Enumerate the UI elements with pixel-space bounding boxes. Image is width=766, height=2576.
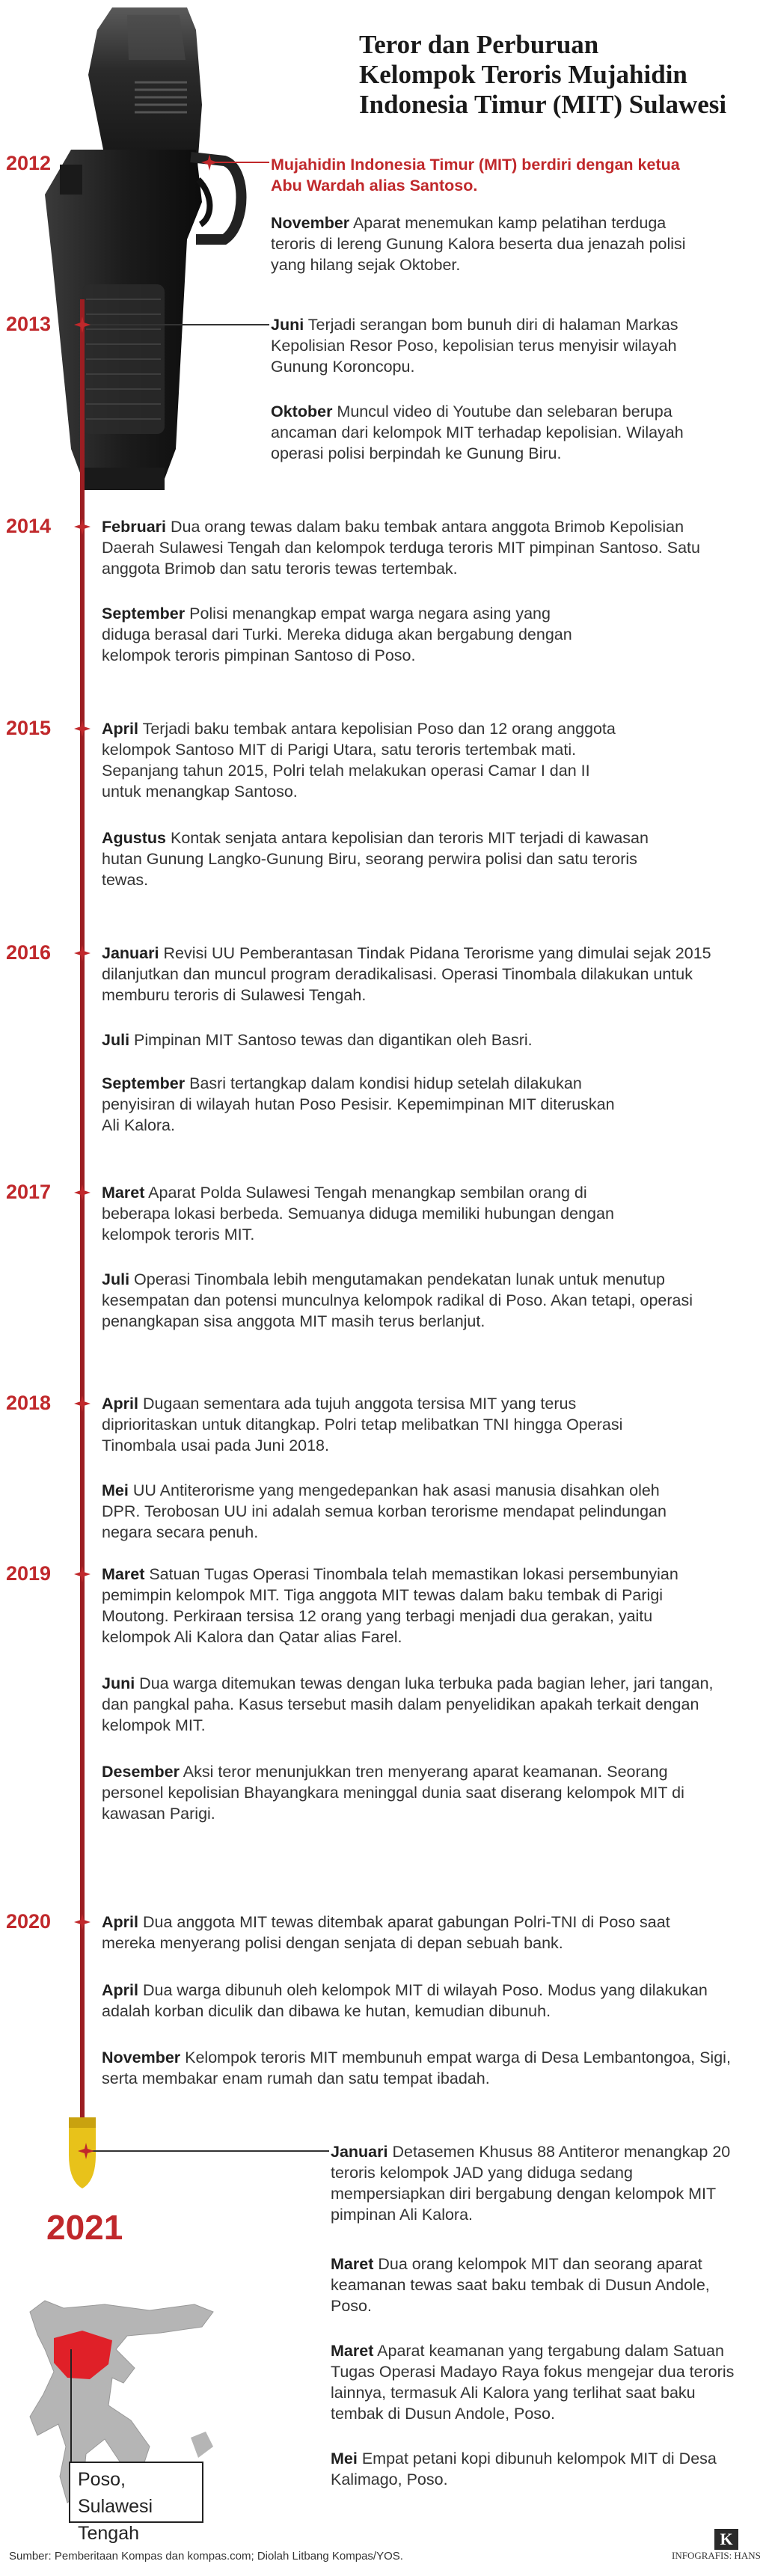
title-line-1: Teror dan Perburuan xyxy=(359,30,599,59)
event-text: Revisi UU Pemberantasan Tindak Pidana Terorisme yang dimulai sejak 2015 dilanjutkan dan muncul program deradikalisasi. Operasi Tinombala dilakukan untuk memburu teroris di Sulawesi Tengah. xyxy=(102,944,711,1004)
event-text: Dua warga dibunuh oleh kelompok MIT di wilayah Poso. Modus yang dilakukan adalah korban diculik dan dibawa ke hutan, kemudian dibunuh. xyxy=(102,1981,708,2020)
event-month: Maret xyxy=(331,2255,374,2273)
map-label-province: Sulawesi Tengah xyxy=(78,2496,153,2544)
event-month: Juli xyxy=(102,1270,130,1288)
year-2014: 2014 xyxy=(6,515,52,537)
year-2019: 2019 xyxy=(6,1562,52,1585)
event-text: Detasemen Khusus 88 Antiteror menangkap 20 teroris kelompok JAD yang diduga sedang mempersiapkan diri bergabung dengan kelompok MIT pimpinan Ali Kalora. xyxy=(331,2143,731,2224)
star-marker-icon xyxy=(74,1566,91,1582)
event-text: Aparat Polda Sulawesi Tengah menangkap sembilan orang di beberapa lokasi berbeda. Semuanya diduga memiliki hubungan dengan kelompok teroris MIT. xyxy=(102,1184,614,1243)
star-marker-icon xyxy=(74,721,91,737)
event-2018-mei xyxy=(102,1480,693,1543)
event-2020-april-1 xyxy=(102,1912,723,1954)
year-2012: 2012 xyxy=(6,152,52,174)
event-month: Maret xyxy=(102,1565,145,1583)
star-marker-icon xyxy=(74,1914,91,1930)
event-2013-juni xyxy=(271,314,705,377)
event-2021-maret-2 xyxy=(331,2340,750,2424)
event-text: UU Antiterorisme yang mengedepankan hak asasi manusia disahkan oleh DPR. Terobosan UU ini adalah semua korban terorisme mendapat pelindungan negara secara penuh. xyxy=(102,1481,667,1541)
event-2021-januari xyxy=(331,2141,750,2225)
star-marker-icon xyxy=(201,154,218,171)
event-month: Maret xyxy=(102,1184,145,1202)
event-text: Basri tertangkap dalam kondisi hidup setelah dilakukan penyisiran di wilayah hutan Poso Pesisir. Kepemimpinan MIT diteruskan Ali Kalora. xyxy=(102,1074,615,1134)
event-2019-juni xyxy=(102,1673,715,1736)
event-2016-juli xyxy=(102,1030,738,1050)
event-text: Satuan Tugas Operasi Tinombala telah memastikan lokasi persembunyian pemimpin kelompok MIT. Tiga anggota MIT tewas dalam baku tembak di Parigi Moutong. Perkiraan tersisa 12 orang yang terbagi menjadi dua gerakan, yaitu kelompok Ali Kalora dan Qatar alias Farel. xyxy=(102,1565,678,1646)
event-text: Dua anggota MIT tewas ditembak aparat gabungan Polri-TNI di Poso saat mereka menyerang polisi dengan senjata di depan sebuah bank. xyxy=(102,1913,670,1952)
title-line-3: Indonesia Timur (MIT) Sulawesi xyxy=(359,90,727,119)
event-month: Mei xyxy=(102,1481,129,1499)
event-text: Kelompok teroris MIT membunuh empat warga di Desa Lembantongoa, Sigi, serta membakar enam rumah dan satu tempat ibadah. xyxy=(102,2049,731,2087)
event-text: Polisi menangkap empat warga negara asing yang diduga berasal dari Turki. Mereka diduga akan bergabung dengan kelompok teroris pimpinan Santoso di Poso. xyxy=(102,605,572,664)
event-text: Operasi Tinombala lebih mengutamakan pendekatan lunak untuk menutup kesempatan dan potensi munculnya kelompok radikal di Poso. Akan tetapi, operasi penangkapan sisa anggota MIT masih terus berlanjut. xyxy=(102,1270,693,1330)
event-text: Muncul video di Youtube dan selebaran berupa ancaman dari kelompok MIT terhadap kepolisian. Wilayah operasi polisi berpindah ke Gunung Biru. xyxy=(271,403,684,462)
event-text: Aksi teror menunjukkan tren menyerang aparat keamanan. Seorang personel kepolisian Bhayangkara meninggal dunia saat diserang kelompok MIT di kawasan Parigi. xyxy=(102,1763,684,1823)
event-text: Aparat menemukan kamp pelatihan terduga teroris di lereng Gunung Kalora beserta dua jenazah polisi yang hilang sejak Oktober. xyxy=(271,214,686,274)
event-2012-founding xyxy=(271,154,690,196)
event-text: Empat petani kopi dibunuh kelompok MIT di Desa Kalimago, Poso. xyxy=(331,2450,717,2488)
year-2015: 2015 xyxy=(6,717,52,739)
event-2014-september xyxy=(102,603,580,666)
year-2021: 2021 xyxy=(46,2208,123,2247)
source-note: Sumber: Pemberitaan Kompas dan kompas.com; Diolah Litbang Kompas/YOS. xyxy=(9,2550,403,2563)
event-2019-desember xyxy=(102,1761,700,1824)
event-month: Mei xyxy=(331,2450,358,2468)
event-month: November xyxy=(102,2049,181,2066)
year-2018: 2018 xyxy=(6,1392,52,1414)
star-marker-icon xyxy=(74,1395,91,1412)
event-month: Juni xyxy=(102,1674,135,1692)
event-month: April xyxy=(102,1913,138,1931)
event-2016-januari xyxy=(102,943,738,1006)
event-2020-april-2 xyxy=(102,1980,723,2022)
event-2018-april xyxy=(102,1393,670,1456)
event-2016-september xyxy=(102,1073,625,1136)
event-text: Dua warga ditemukan tewas dengan luka terbuka pada bagian leher, jari tangan, dan pangkal paha. Kasus tersebut masih dalam penyelidikan apakah terkait dengan kelompok MIT. xyxy=(102,1674,714,1734)
event-month: Juli xyxy=(102,1031,130,1049)
year-2020: 2020 xyxy=(6,1910,52,1933)
event-text: Mujahidin Indonesia Timur (MIT) berdiri dengan ketua Abu Wardah alias Santoso. xyxy=(271,156,680,195)
event-month: November xyxy=(271,214,350,232)
event-2021-mei xyxy=(331,2448,720,2490)
event-month: Agustus xyxy=(102,829,166,847)
event-2013-oktober xyxy=(271,401,705,464)
event-2015-agustus xyxy=(102,827,670,890)
event-text: Dua orang tewas dalam baku tembak antara anggota Brimob Kepolisian Daerah Sulawesi Tengah dan kelompok terduga teroris MIT pimpinan Santoso. Satu anggota Brimob dan satu teroris tewas tertembak. xyxy=(102,518,700,578)
event-text: Terjadi baku tembak antara kepolisian Poso dan 12 orang anggota kelompok Santoso MIT di Parigi Utara, satu teroris tertembak mati. Sepanjang tahun 2015, Polri telah melakukan operasi Camar I dan II untuk menangkap Santoso. xyxy=(102,720,616,801)
event-2021-maret-1 xyxy=(331,2254,720,2316)
event-2014-februari xyxy=(102,516,723,579)
event-text: Pimpinan MIT Santoso tewas dan digantikan oleh Basri. xyxy=(129,1031,533,1049)
star-marker-icon xyxy=(74,316,91,333)
event-month: Maret xyxy=(331,2342,374,2360)
infographic-title xyxy=(359,30,763,120)
map-location-label xyxy=(69,2462,203,2544)
event-2017-maret xyxy=(102,1182,648,1245)
map-label-city: Poso, xyxy=(78,2469,126,2490)
event-text: Aparat keamanan yang tergabung dalam Satuan Tugas Operasi Madayo Raya fokus mengejar dua teroris lainnya, termasuk Ali Kalora yang terlihat saat baku tembak di Dusun Andole, Poso. xyxy=(331,2342,735,2423)
year-2013: 2013 xyxy=(6,313,52,335)
event-month: April xyxy=(102,720,138,738)
star-marker-icon xyxy=(78,2143,94,2159)
event-text: Dugaan sementara ada tujuh anggota tersisa MIT yang terus diprioritaskan untuk ditangkap. Polri tetap melibatkan TNI hingga Operasi Tinombala usai pada Juni 2018. xyxy=(102,1395,623,1454)
event-2015-april xyxy=(102,718,633,802)
event-month: Februari xyxy=(102,518,167,536)
title-line-2: Kelompok Teroris Mujahidin xyxy=(359,60,687,89)
year-2016: 2016 xyxy=(6,941,52,964)
event-2020-november xyxy=(102,2047,745,2089)
event-month: April xyxy=(102,1981,138,1999)
event-text: Terjadi serangan bom bunuh diri di halaman Markas Kepolisian Resor Poso, kepolisian terus menyisir wilayah Gunung Koroncopu. xyxy=(271,316,678,376)
event-month: September xyxy=(102,605,186,622)
star-marker-icon xyxy=(74,518,91,535)
infographic-credit: INFOGRAFIS: HANS xyxy=(672,2550,761,2561)
event-month: Desember xyxy=(102,1763,180,1781)
event-month: September xyxy=(102,1074,186,1092)
event-month: April xyxy=(102,1395,138,1413)
star-marker-icon xyxy=(74,945,91,961)
event-2012-november xyxy=(271,212,705,275)
event-month: Juni xyxy=(271,316,304,334)
star-marker-icon xyxy=(74,1184,91,1201)
event-month: Januari xyxy=(331,2143,388,2161)
event-2019-maret xyxy=(102,1564,723,1648)
event-month: Oktober xyxy=(271,403,333,420)
event-text: Kontak senjata antara kepolisian dan teroris MIT terjadi di kawasan hutan Gunung Langko-Gunung Biru, seorang perwira polisi dan satu teroris tewas. xyxy=(102,829,649,889)
event-month: Januari xyxy=(102,944,159,962)
kompas-logo: K xyxy=(714,2529,738,2550)
event-2017-juli xyxy=(102,1269,730,1332)
year-2017: 2017 xyxy=(6,1181,52,1203)
event-text: Dua orang kelompok MIT dan seorang aparat keamanan tewas saat baku tembak di Dusun Andole, Poso. xyxy=(331,2255,710,2315)
